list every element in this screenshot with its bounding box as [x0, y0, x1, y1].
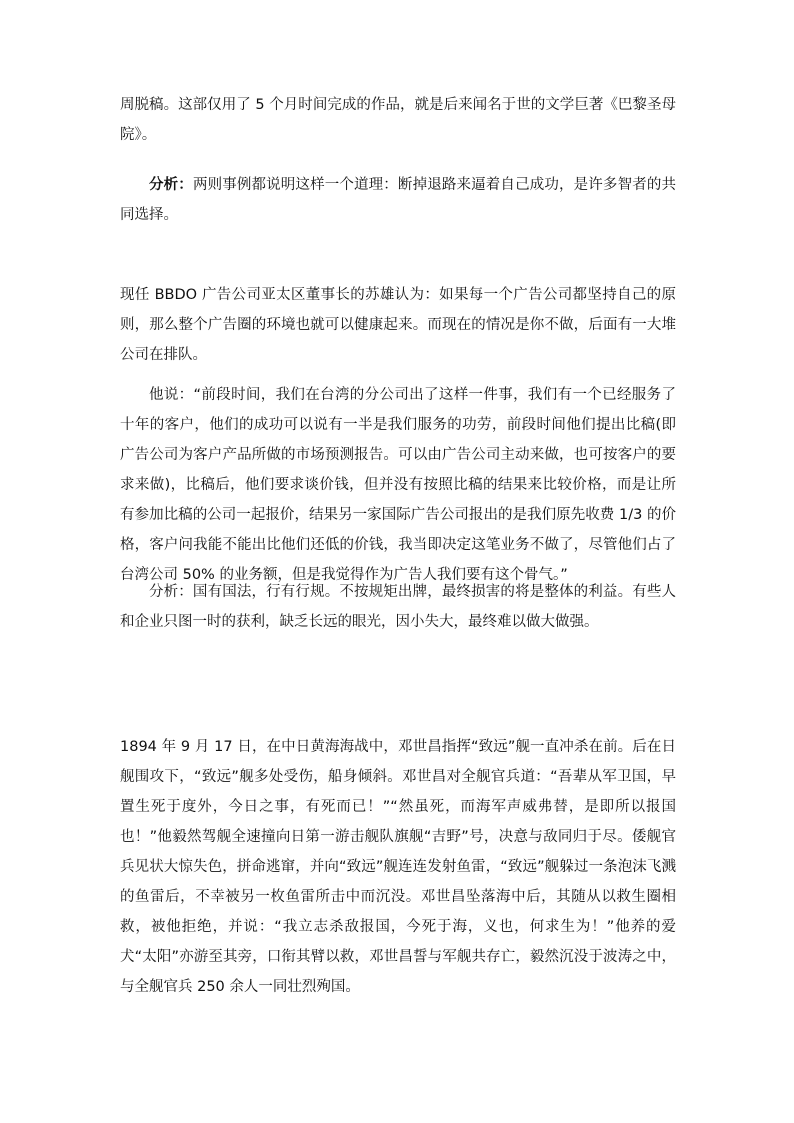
paragraph-bbdo-intro: 现任 BBDO 广告公司亚太区董事长的苏雄认为：如果每一个广告公司都坚持自己的原则，那么整个广告圈的环境也就可以健康起来。而现在的情况是你不做，后面有一大堆公司在排队。	[120, 287, 676, 363]
paragraph-notre-dame: 周脱稿。这部仅用了 5 个月时间完成的作品，就是后来闻名于世的文学巨著《巴黎圣母院》。	[120, 97, 676, 143]
analysis-text: 两则事例都说明这样一个道理：断掉退路来逼着自己成功，是许多智者的共同选择。	[120, 177, 677, 223]
paragraph-analysis-1	[120, 170, 676, 230]
paragraph-deng-shichang: 1894 年 9 月 17 日，在中日黄海海战中，邓世昌指挥“致远”舰一直冲杀在前。后在日舰围攻下，“致远”舰多处受伤，船身倾斜。邓世昌对全舰官兵道：“吾辈从军卫国，早置生死于度外，今日之事，有死而已！”“然虽死，而海军声威弗替，是即所以报国也！”他毅然驾舰全速撞向日第一游击舰队旗舰“吉野”号，决意与敌同归于尽。倭舰官兵见状大惊失色，拼命逃窜，并向“致远”舰连连发射鱼雷，“致远”舰躲过一条泡沫飞溅的鱼雷后，不幸被另一枚鱼雷所击中而沉没。邓世昌坠落海中后，其随从以救生圈相救，被他拒绝，并说：“我立志杀敌报国，今死于海，义也，何求生为！”他养的爱犬“太阳”亦游至其旁，口衔其臂以救，邓世昌誓与军舰共存亡，毅然沉没于波涛之中，与全舰官兵 250 余人一同壮烈殉国。	[120, 739, 676, 995]
paragraph-analysis-2: 分析：国有国法，行有行规。不按规矩出牌，最终损害的将是整体的利益。有些人和企业只图一时的获利，缺乏长远的眼光，因小失大，最终难以做大做强。	[120, 584, 676, 630]
analysis-label: 分析：	[149, 177, 193, 193]
paragraph-bbdo-quote: 他说：“前段时间，我们在台湾的分公司出了这样一件事，我们有一个已经服务了十年的客户，他们的成功可以说有一半是我们服务的功劳，前段时间他们提出比稿(即广告公司为客户产品所做的市场预测报告。可以由广告公司主动来做，也可按客户的要求来做)，比稿后，他们要求谈价钱，但并没有按照比稿的结果来比较价格，而是让所有参加比稿的公司一起报价，结果另一家国际广告公司报出的是我们原先收费 1/3 的价格，客户问我能不能出比他们还低的价钱，我当即决定这笔业务不做了，尽管他们占了台湾公司 50% 的业务额，但是我觉得作为广告人我们要有这个骨气。”	[120, 387, 676, 583]
